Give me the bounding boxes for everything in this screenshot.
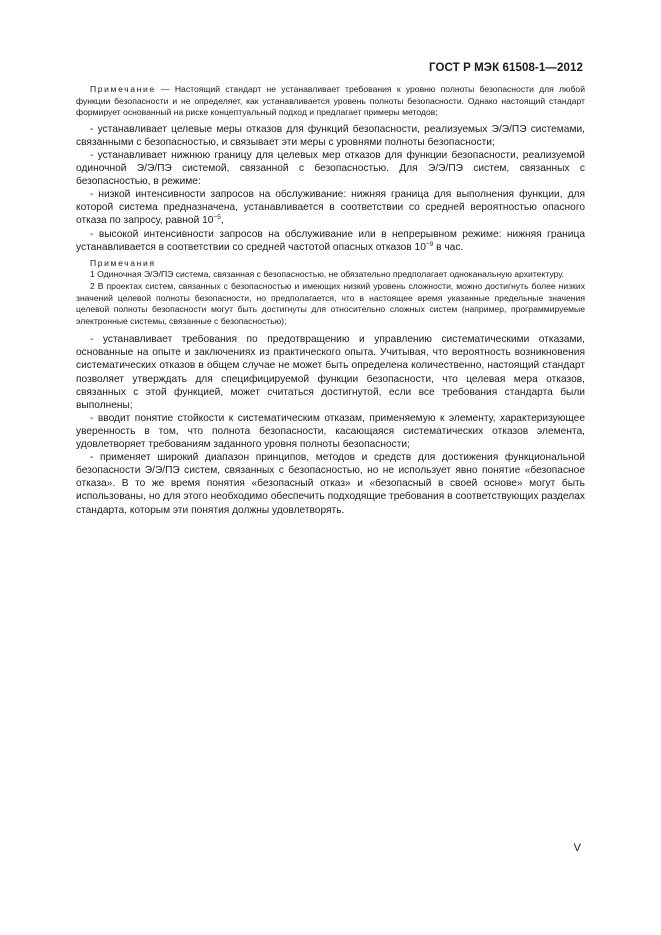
- low-demand-text: - низкой интенсивности запросов на обслуживание: нижняя граница для выполнения функции, для которой система предназначена, устанавливается в соответствии со средней вероятностью опасного отказа по запросу, равной 10: [76, 189, 585, 227]
- low-demand-exponent: −5: [213, 214, 221, 222]
- intro-note-label: Примечание: [90, 84, 156, 94]
- paragraph-low-demand-mode: [76, 188, 585, 227]
- standard-header: ГОСТ Р МЭК 61508-1—2012: [429, 62, 583, 74]
- high-demand-end: в час.: [433, 241, 464, 253]
- notes-label: Примечания: [90, 257, 156, 268]
- note-2: 2 В проектах систем, связанных с безопасностью и имеющих низкий уровень сложности, можно достигнуть более низких значений целевой полноты безопасности, но предполагается, что в настоящее время указанные предельные значения целевой полноты безопасности могут быть достигнуты для относительно сложных систем (например, программируемые электронные системы, связанные с безопасностью);: [76, 280, 585, 326]
- paragraph-target-failure-measures: - устанавливает целевые меры отказов для функций безопасности, реализуемых Э/Э/ПЭ системами, связанными с безопасностью, и связывает эти меры с уровнями полноты безопасности;: [76, 123, 585, 148]
- intro-note: [76, 84, 585, 119]
- note-1: 1 Одиночная Э/Э/ПЭ система, связанная с безопасностью, не обязательно предполагает одноканальную архитектуру.: [90, 269, 565, 280]
- high-demand-exponent: −9: [425, 240, 434, 248]
- high-demand-text: - высокой интенсивности запросов на обслуживание или в непрерывном режиме: нижняя граница устанавливается в соответствии со средней частотой опасных отказов 10: [76, 228, 585, 253]
- document-body: [76, 84, 585, 517]
- paragraph-high-demand-mode: [76, 228, 585, 254]
- page-number: V: [573, 842, 581, 854]
- low-demand-end: ,: [220, 215, 224, 227]
- paragraph-systematic-capability: - вводит понятие стойкости к систематическим отказам, применяемую к элементу, характеризующее уверенность в том, что полнота безопасности, касающаяся систематических отказов элемента, удовлетворяет требованиям заданного уровня полноты безопасности;: [76, 412, 585, 451]
- intro-note-text: — Настоящий стандарт не устанавливает требования к уровню полноты безопасности для любой функции безопасности и не определяет, как устанавливается уровень полноты безопасности. Однако настоящий стандарт формирует основанный на риске концептуальный подход и предлагает примеры методов;: [76, 84, 585, 118]
- paragraph-principles-methods: - применяет широкий диапазон принципов, методов и средств для достижения функциональной безопасности Э/Э/ПЭ систем, связанных с безопасностью, но не использует явно понятие «безопасное отказа». В то же время понятия «безопасный отказ» и «безопасный в своей основе» могут быть использованы, но для этого необходимо обеспечить подходящие требования в соответствующих разделах стандарта, которым эти понятия должны удовлетворять.: [76, 452, 585, 516]
- notes-heading: [76, 258, 585, 270]
- paragraph-systematic-failures: - устанавливает требования по предотвращению и управлению систематическими отказами, основанные на опыте и заключениях из практического опыта. Учитывая, что вероятность возникновения систематических отказов в общем случае не может быть определена количественно, настоящий стандарт позволяет утверждать для специфицируемой функции безопасности, что целевая мера отказов, связанных с этой функцией, может считаться достигнутой, если все требования стандарта были выполнены;: [76, 334, 585, 411]
- paragraph-lower-bound: - устанавливает нижнюю границу для целевых мер отказов для функции безопасности, реализуемой одиночной Э/Э/ПЭ системой, связанной с безопасностью. Для Э/Э/ПЭ систем, связанных с безопасностью, в режиме:: [76, 149, 585, 188]
